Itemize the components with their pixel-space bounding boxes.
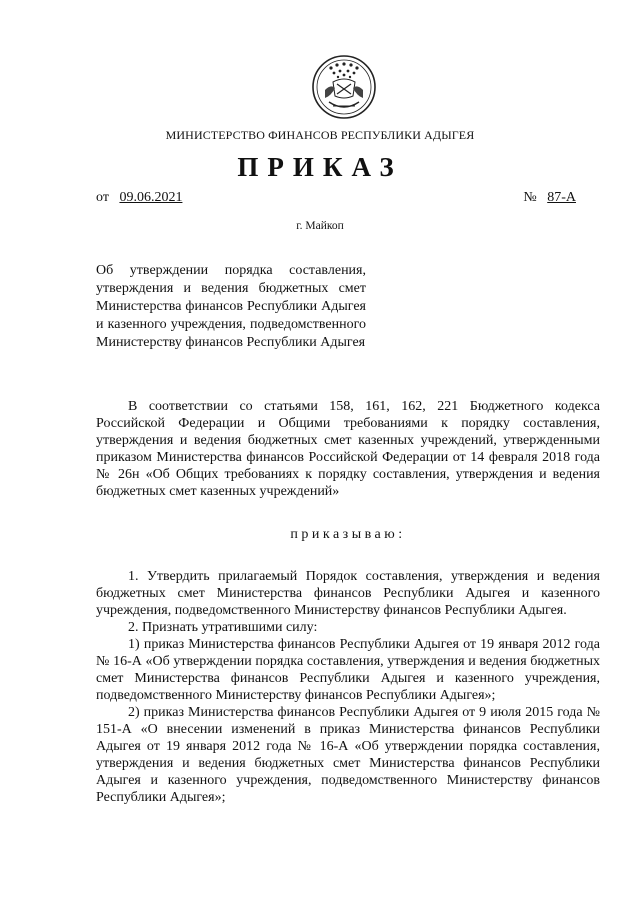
coat-of-arms-icon bbox=[311, 54, 377, 120]
order-item: 2. Признать утратившими силу: bbox=[128, 620, 318, 635]
order-item: 1. Утвердить прилагаемый Порядок составления, утверждения и ведения бюджетных смет Министерства финансов Республики Адыгея и казенного учреждения, подведомственного Министерству финансов Республики Адыгея. bbox=[96, 569, 600, 618]
document-date: 09.06.2021 bbox=[119, 190, 183, 205]
preamble: В соответствии со статьями 158, 161, 162, 221 Бюджетного кодекса Российской Федерации и Общими требованиями к порядку составления, утверждения и ведения бюджетных смет казенных учреждений, утвержденными приказом Министерства финансов Российской Федерации от 14 февраля 2018 года № 26н «Об Общих требованиях к порядку составления, утверждения и ведения бюджетных смет казенных учреждений» bbox=[96, 399, 600, 499]
order-item: 1) приказ Министерства финансов Республики Адыгея от 19 января 2012 года № 16-А «Об утверждении порядка составления, утверждения и ведения бюджетных смет Министерства финансов Республики Адыгея и казенного учреждения, подведомственного Министерству финансов Республики Адыгея»; bbox=[96, 637, 600, 703]
number-row bbox=[523, 190, 576, 206]
document-subject: Об утверждении порядка составления, утверждения и ведения бюджетных смет Министерства финансов Республики Адыгея и казенного учреждения, подведомственного Министерству финансов Республики Адыгея bbox=[96, 263, 366, 350]
document-title: ПРИКАЗ bbox=[237, 152, 403, 182]
city: г. Майкоп bbox=[296, 220, 344, 232]
document-number: 87-А bbox=[547, 190, 576, 205]
document-body bbox=[96, 398, 600, 806]
orders-word: приказываю: bbox=[290, 527, 406, 542]
date-row bbox=[96, 190, 182, 206]
date-prefix: от bbox=[96, 190, 109, 205]
ministry-name: МИНИСТЕРСТВО ФИНАНСОВ РЕСПУБЛИКИ АДЫГЕЯ bbox=[165, 128, 475, 142]
order-item: 2) приказ Министерства финансов Республики Адыгея от 9 июля 2015 года № 151-А «О внесении изменений в приказ Министерства финансов Республики Адыгея от 19 января 2012 года № 16-А «Об утверждении порядка составления, утверждения и ведения бюджетных смет Министерства финансов Республики Адыгея и казенного учреждения, подведомственного Министерству финансов Республики Адыгея»; bbox=[96, 705, 600, 805]
number-prefix: № bbox=[523, 190, 537, 205]
